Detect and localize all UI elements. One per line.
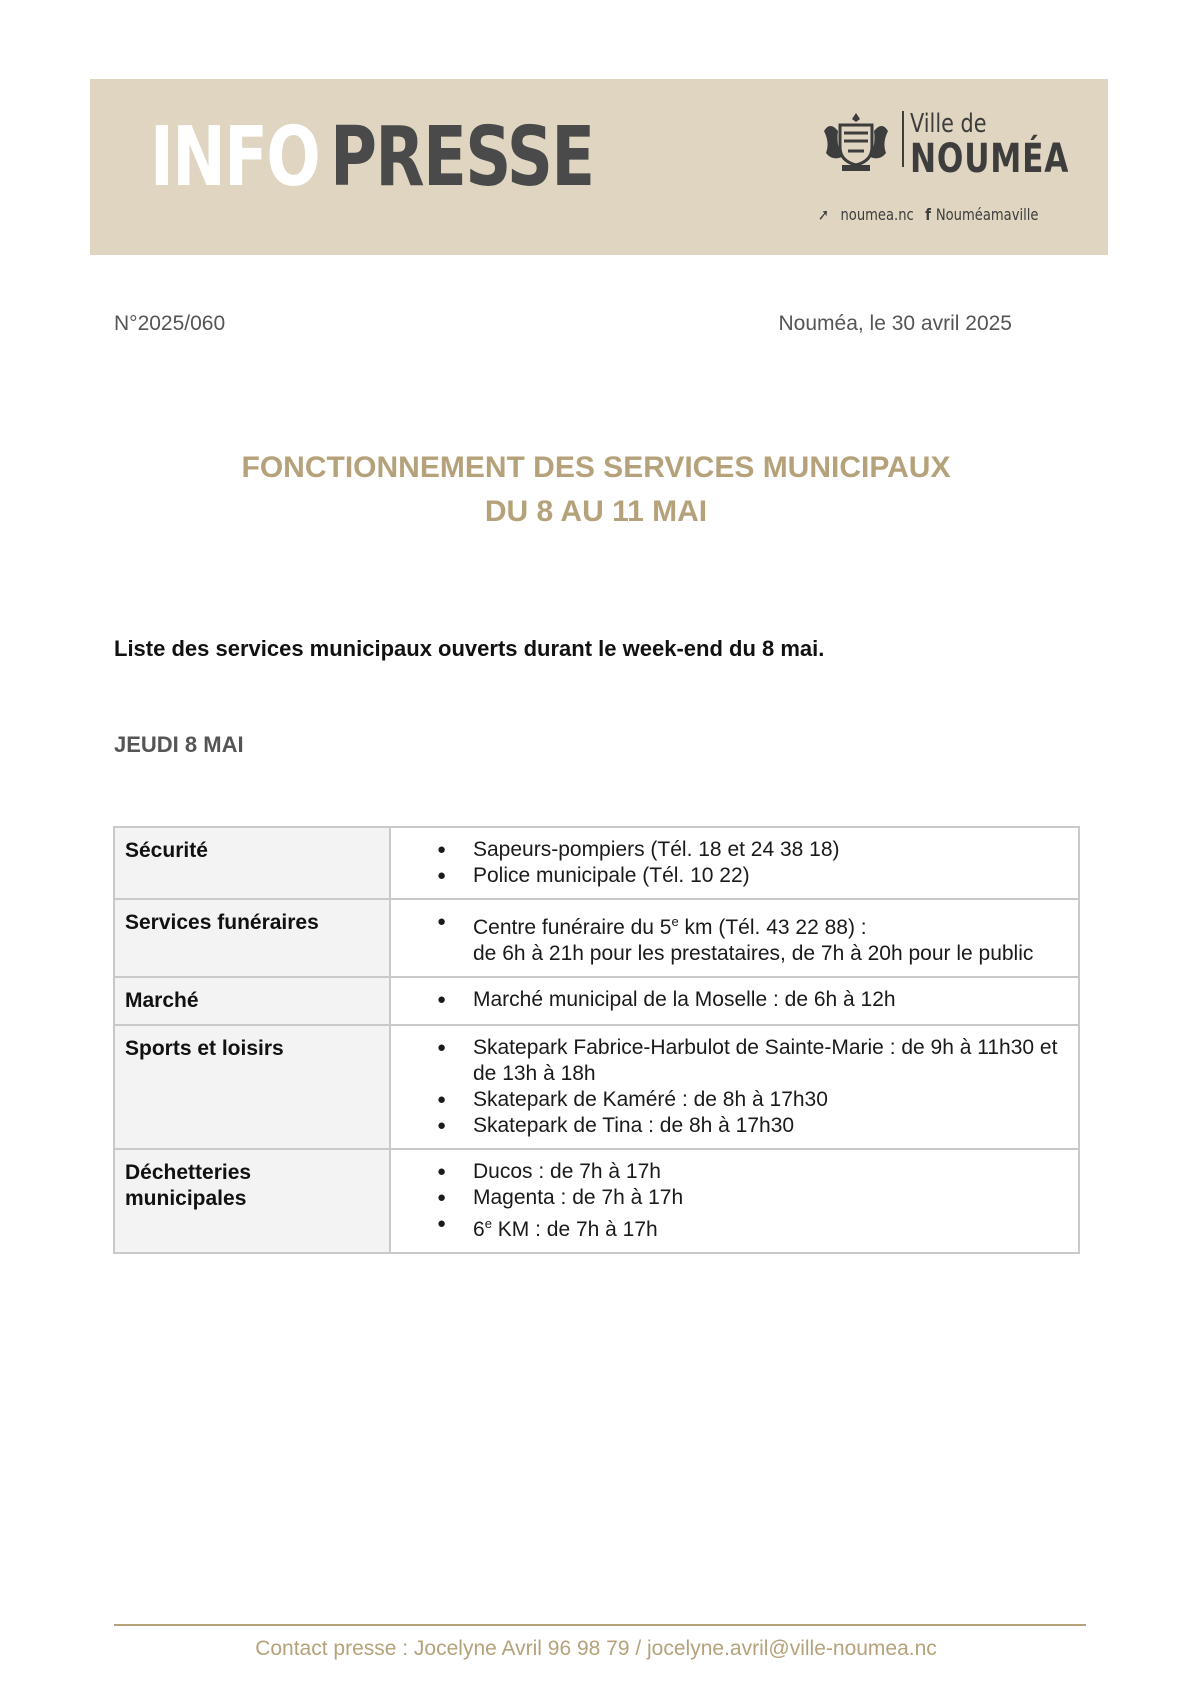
website-link[interactable]: noumea.nc xyxy=(840,205,914,224)
items-cell xyxy=(390,1149,1079,1253)
facebook-icon: f xyxy=(925,205,931,224)
press-contact: Contact presse : Jocelyne Avril 96 98 79 / jocelyne.avril@ville-noumea.nc xyxy=(255,1637,937,1660)
list-item: ● Magenta : de 7h à 17h xyxy=(437,1185,1066,1211)
table-row xyxy=(114,1025,1079,1149)
logo-links xyxy=(818,205,1050,224)
press-date: Nouméa, le 30 avril 2025 xyxy=(778,312,1012,335)
header-banner xyxy=(90,79,1108,255)
list-item: ● Centre funéraire du 5e km (Tél. 43 22 88) : de 6h à 21h pour les prestataires, de 7h à 20h pour le public xyxy=(437,909,1066,967)
category-cell: Marché xyxy=(114,977,390,1025)
category-cell: Déchetteries municipales xyxy=(114,1149,390,1253)
infopresse-logo xyxy=(150,110,594,205)
list-item: ● Ducos : de 7h à 17h xyxy=(437,1159,1066,1185)
table-row xyxy=(114,899,1079,977)
page-title xyxy=(0,446,1192,534)
items-cell xyxy=(390,977,1079,1025)
footer-divider xyxy=(114,1624,1086,1626)
items-cell xyxy=(390,1025,1079,1149)
services-table xyxy=(113,826,1080,1254)
list-item: ● Skatepark de Tina : de 8h à 17h30 xyxy=(437,1113,1066,1139)
logo-city-name: NOUMÉA xyxy=(910,136,1070,182)
list-item: ● Skatepark de Kaméré : de 8h à 17h30 xyxy=(437,1087,1066,1113)
title-line-1: FONCTIONNEMENT DES SERVICES MUNICIPAUX xyxy=(241,451,951,484)
title-line-2: DU 8 AU 11 MAI xyxy=(484,495,708,528)
category-cell: Sports et loisirs xyxy=(114,1025,390,1149)
category-cell: Sécurité xyxy=(114,827,390,899)
table-row xyxy=(114,977,1079,1025)
facebook-link[interactable]: Nouméamaville xyxy=(935,205,1039,224)
day-heading: JEUDI 8 MAI xyxy=(114,732,244,757)
intro-text: Liste des services municipaux ouverts durant le week-end du 8 mai. xyxy=(114,636,825,661)
category-cell: Services funéraires xyxy=(114,899,390,977)
press-reference: N°2025/060 xyxy=(114,312,226,335)
brand-info: INFO xyxy=(150,110,320,205)
logo-ville-de: Ville de xyxy=(910,109,987,139)
list-item: ● Police municipale (Tél. 10 22) xyxy=(437,863,1066,889)
city-crest-icon xyxy=(818,111,894,173)
list-item: ● 6e KM : de 7h à 17h xyxy=(437,1211,1066,1243)
table-row xyxy=(114,827,1079,899)
list-item: ● Marché municipal de la Moselle : de 6h à 12h xyxy=(437,987,1066,1013)
list-item: ● Sapeurs-pompiers (Tél. 18 et 24 38 18) xyxy=(437,837,1066,863)
items-cell xyxy=(390,827,1079,899)
table-row xyxy=(114,1149,1079,1253)
arrow-link-icon: ➚ xyxy=(818,205,829,224)
list-item: ● Skatepark Fabrice-Harbulot de Sainte-Marie : de 9h à 11h30 et de 13h à 18h xyxy=(437,1035,1066,1087)
items-cell xyxy=(390,899,1079,977)
ville-noumea-logo xyxy=(818,109,1070,224)
brand-presse: PRESSE xyxy=(330,110,594,205)
logo-divider xyxy=(902,111,904,167)
